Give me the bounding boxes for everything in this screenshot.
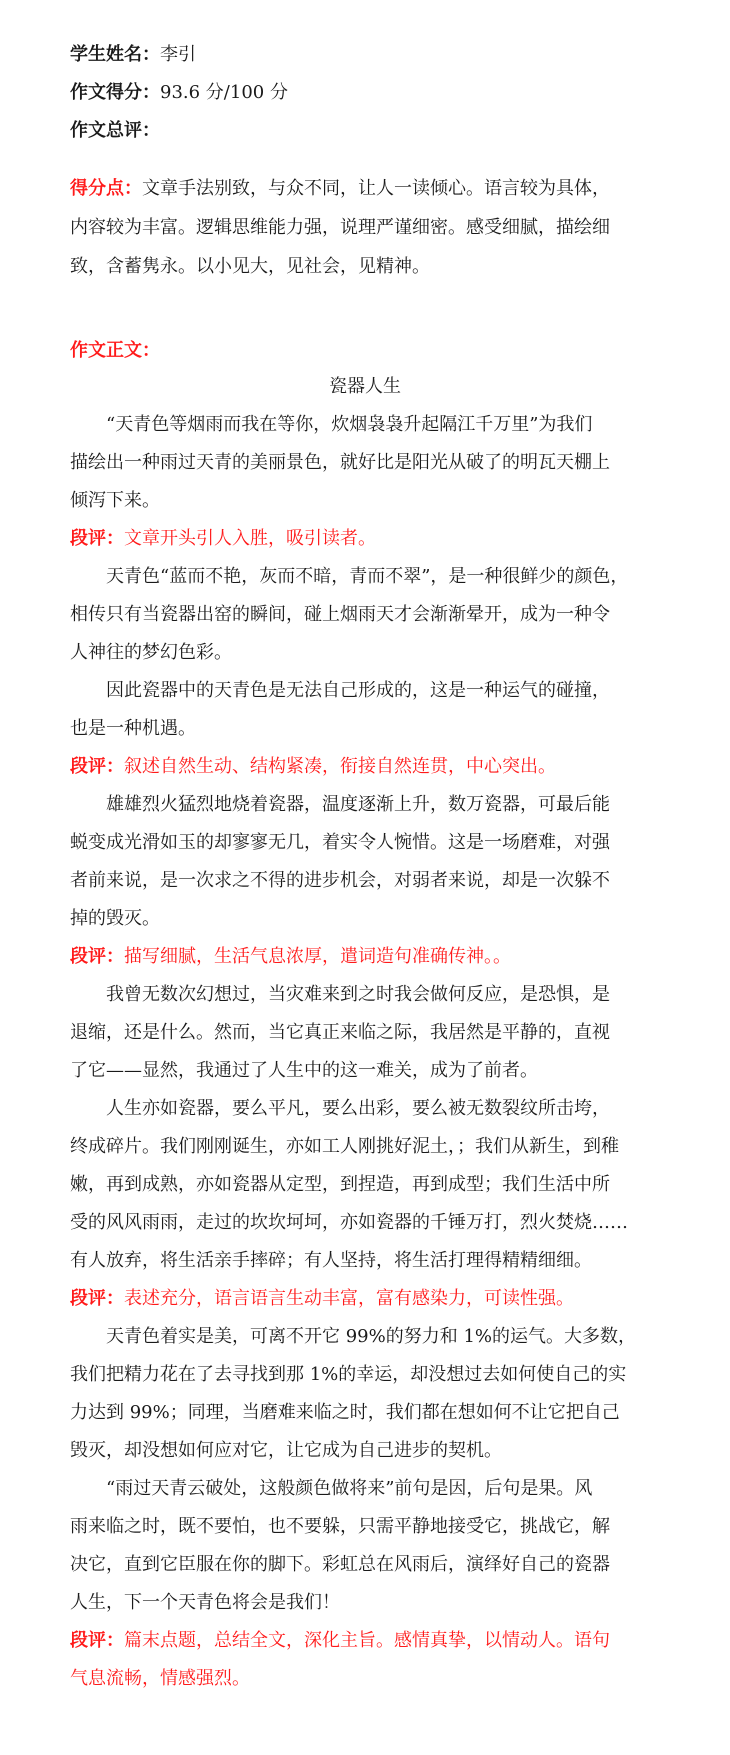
p6-line-3: 嫩，再到成熟，亦如瓷器从定型，到捏造，再到成型；我们生活中所 (70, 1174, 610, 1195)
p5-line-3: 了它——显然，我通过了人生中的这一难关，成为了前者。 (70, 1060, 538, 1081)
comment-4-label: 段评： (70, 1288, 124, 1309)
p1-line-1: “天青色等烟雨而我在等你，炊烟袅袅升起隔江千万里”为我们 (106, 414, 593, 435)
p3-line-2: 也是一种机遇。 (70, 718, 196, 739)
comment-1-label: 段评： (70, 528, 124, 549)
p8-line-4: 人生，下一个天青色将会是我们！ (70, 1592, 340, 1613)
comment-2 (70, 748, 660, 786)
comment-5-text-1: 篇末点题，总结全文，深化主旨。感情真挚，以情动人。语句 (124, 1630, 610, 1651)
comment-2-text: 叙述自然生动、结构紧凑，衔接自然连贯，中心突出。 (124, 756, 556, 777)
comment-3 (70, 938, 660, 976)
summary-line-3: 致，含蓄隽永。以小见大，见社会，见精神。 (70, 256, 430, 277)
p4-line-1: 雄雄烈火猛烈地烧着瓷器，温度逐渐上升，数万瓷器，可最后能 (106, 794, 610, 815)
student-name-row (70, 36, 660, 74)
p6-line-2: 终成碎片。我们刚刚诞生，亦如工人刚挑好泥土，；我们从新生，到稚 (70, 1136, 619, 1157)
p7-line-4: 毁灭，却没想如何应对它，让它成为自己进步的契机。 (70, 1440, 502, 1461)
comment-5-line-2: 气息流畅，情感强烈。 (70, 1668, 250, 1689)
score-label: 作文得分： (70, 82, 160, 103)
p2-line-3: 人神往的梦幻色彩。 (70, 642, 232, 663)
p4-line-3: 者前来说，是一次求之不得的进步机会，对弱者来说，却是一次躲不 (70, 870, 610, 891)
p8-line-1: “雨过天青云破处，这般颜色做将来”前句是因，后句是果。风 (106, 1478, 593, 1499)
p1-line-3: 倾泻下来。 (70, 490, 160, 511)
p2-line-1: 天青色“蓝而不艳，灰而不暗，青而不翠”，是一种很鲜少的颜色， (106, 566, 629, 587)
p4-line-4: 掉的毁灭。 (70, 908, 160, 929)
comment-3-text: 描写细腻，生活气息浓厚，遣词造句准确传神。。 (124, 946, 511, 967)
p6-line-1: 人生亦如瓷器，要么平凡，要么出彩，要么被无数裂纹所击垮， (106, 1098, 610, 1119)
comment-5 (70, 1622, 660, 1660)
p3-line-1: 因此瓷器中的天青色是无法自己形成的，这是一种运气的碰撞， (106, 680, 610, 701)
summary-text-1: 文章手法别致，与众不同，让人一读倾心。语言较为具体， (142, 178, 610, 199)
comment-4-text: 表述充分，语言语言生动丰富，富有感染力，可读性强。 (124, 1288, 574, 1309)
comment-1-text: 文章开头引人入胜，吸引读者。 (124, 528, 376, 549)
summary-line-1 (70, 170, 660, 208)
p4-line-2: 蜕变成光滑如玉的却寥寥无几，着实令人惋惜。这是一场磨难，对强 (70, 832, 610, 853)
summary-line-2: 内容较为丰富。逻辑思维能力强，说理严谨细密。感受细腻，描绘细 (70, 217, 610, 238)
p2-line-2: 相传只有当瓷器出窑的瞬间，碰上烟雨天才会渐渐晕开，成为一种令 (70, 604, 610, 625)
essay-title: 瓷器人生 (329, 376, 401, 397)
comment-3-label: 段评： (70, 946, 124, 967)
comment-4 (70, 1280, 660, 1318)
essay-body-label: 作文正文： (70, 340, 160, 361)
p1-line-2: 描绘出一种雨过天青的美丽景色，就好比是阳光从破了的明瓦天棚上 (70, 452, 610, 473)
p8-line-2: 雨来临之时，既不要怕，也不要躲，只需平静地接受它，挑战它，解 (70, 1516, 610, 1537)
p5-line-1: 我曾无数次幻想过，当灾难来到之时我会做何反应，是恐惧，是 (106, 984, 610, 1005)
comment-2-label: 段评： (70, 756, 124, 777)
overall-comment-label: 作文总评： (70, 120, 160, 141)
p5-line-2: 退缩，还是什么。然而，当它真正来临之际，我居然是平静的，直视 (70, 1022, 610, 1043)
p7-line-2: 我们把精力花在了去寻找到那 1%的幸运，却没想过去如何使自己的实 (70, 1364, 627, 1385)
comment-5-label: 段评： (70, 1630, 124, 1651)
score-row (70, 74, 660, 112)
summary-label: 得分点： (70, 178, 142, 199)
score-value: 93.6 分/100 分 (160, 82, 288, 103)
p7-line-1: 天青色着实是美，可离不开它 99%的努力和 1%的运气。大多数， (106, 1326, 637, 1347)
comment-1 (70, 520, 660, 558)
p8-line-3: 决它，直到它臣服在你的脚下。彩虹总在风雨后，演绎好自己的瓷器 (70, 1554, 610, 1575)
student-name-label: 学生姓名： (70, 44, 160, 65)
p6-line-5: 有人放弃，将生活亲手摔碎；有人坚持，将生活打理得精精细细。 (70, 1250, 592, 1271)
p6-line-4: 受的风风雨雨，走过的坎坎坷坷，亦如瓷器的千锤万打，烈火焚烧…… (70, 1212, 628, 1233)
p7-line-3: 力达到 99%；同理，当磨难来临之时，我们都在想如何不让它把自己 (70, 1402, 620, 1423)
student-name-value: 李引 (160, 44, 196, 65)
